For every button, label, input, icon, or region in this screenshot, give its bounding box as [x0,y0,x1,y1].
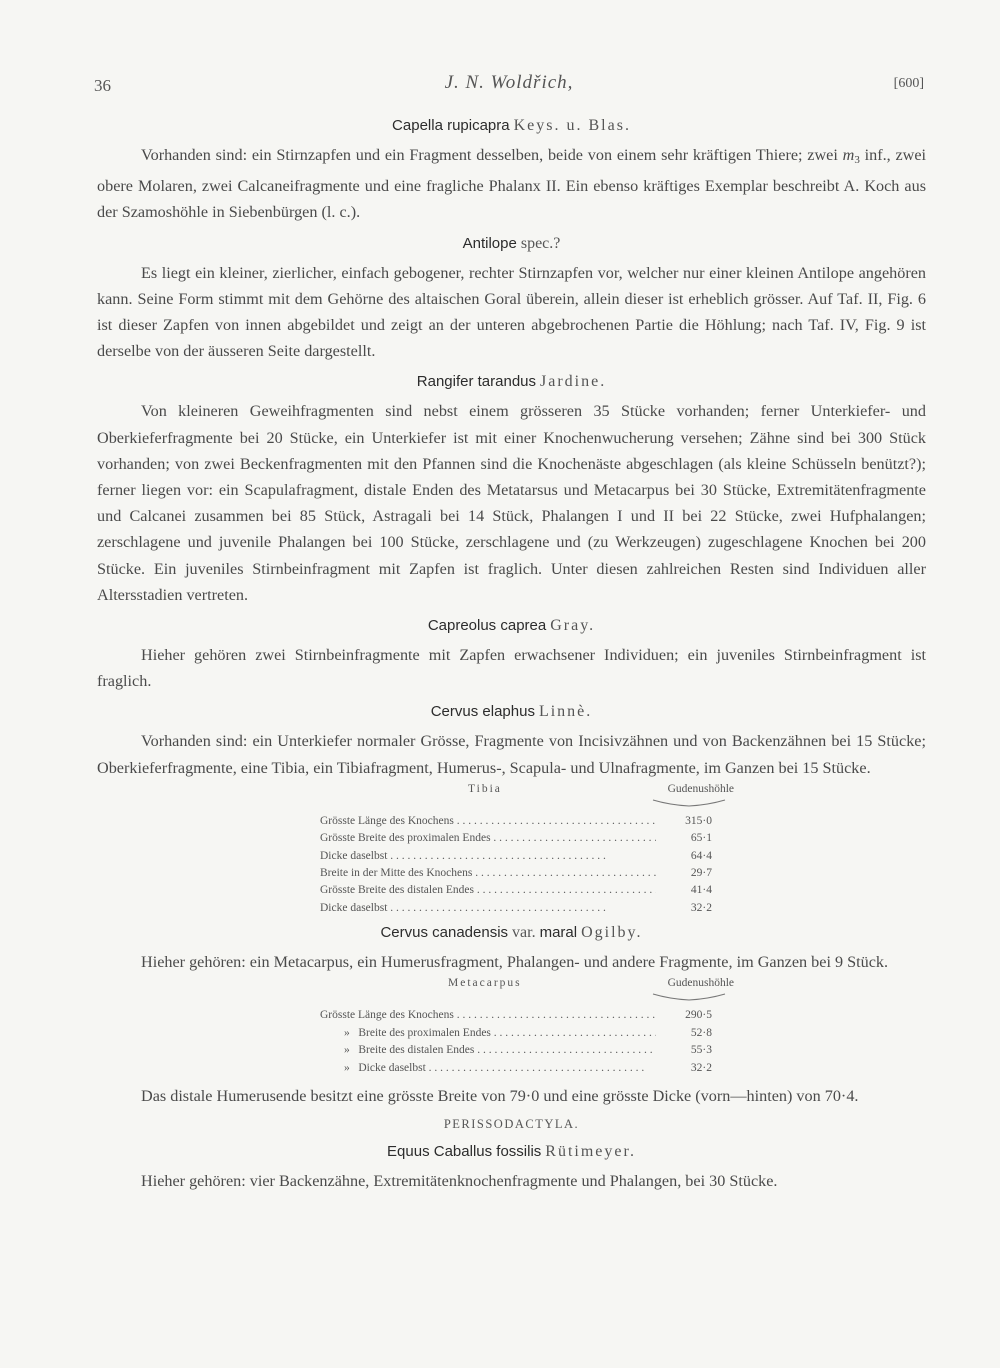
species-authority: Linnè. [538,703,593,721]
table-row [320,1025,730,1042]
row-value: 29·7 [690,867,712,880]
row-value: 65·1 [690,832,712,845]
row-label: Breite in der Mitte des Knochens . . . [320,865,656,882]
table-row [320,1060,730,1077]
paragraph [97,142,926,226]
species-heading [97,1142,926,1162]
row-label: Grösste Breite des proximalen Endes . . . [320,830,656,847]
table-row [320,813,730,830]
ditto-mark: » [344,1044,350,1057]
species-authority: Ogilby. [581,924,643,942]
table-title: Metacarpus [448,977,522,990]
table-column-heading: Gudenushöhle [667,977,734,990]
species-authority: Rütimeyer. [545,1143,636,1161]
table-title: Tibia [468,782,502,795]
text-span: Vorhanden sind: ein Stirnzapfen und ein Fragment desselben, beide von einem sehr kräftigen Thiere; zwei [141,146,843,164]
paragraph: Hieher gehören zwei Stirnbeinfragmente mit Zapfen erwachsener Individuen; ein juveniles Stirnbeinfragment ist fraglich. [97,646,926,691]
table-row [320,830,730,847]
row-label: Dicke daselbst . . . [320,900,656,917]
variety-name: maral [539,924,578,942]
species-authority: Keys. u. Blas. [513,117,631,134]
row-value: 315·0 [685,814,712,827]
page-body [97,116,926,1202]
ditto-mark: » [344,1061,350,1074]
measurement-table-metacarpus [320,977,734,1077]
row-label [320,1042,656,1059]
species-heading [97,702,926,722]
paragraph: Von kleineren Geweihfragmenten sind nebst einem grösseren 35 Stücke vorhanden; ferner Unterkiefer- und Oberkieferfragmente bei 20 Stücke, ein Unterkiefer ist mit einer Knochenwucherung versehen; Zähne sind bei 300 Stück vorhanden; von zwei Beckenfragmenten mit den Pfannen sind die Knochenäste abgeschlagen (als kleine Schüsseln benützt?); ferner liegen vor: ein Scapulafragment, distale Enden des Metatarsus und Metacarpus bei 30 Stücke, Extremitätenfragmente und Calcanei zusammen bei 85 Stück, Astragali bei 14 Stück, Phalangen I und II bei 22 Stücke, zwei Hufphalangen; zerschlagene und juvenile Phalangen bei 100 Stücke, zerschlagene und (zu Werkzeugen) zugeschlagene Knochen bei 200 Stücke. Ein juveniles Stirnbeinfragment mit Zapfen ist fraglich. Unter diesen zahlreichen Resten sind Individuen aller Altersstadien vertreten. [97,402,926,604]
table-row [320,1007,730,1024]
paragraph: Hieher gehören: ein Metacarpus, ein Humerusfragment, Phalangen- und andere Fragmente, im Ganzen bei 9 Stück. [141,953,889,972]
table-column-heading: Gudenushöhle [667,782,734,795]
row-label: Dicke daselbst . . . [320,848,656,865]
row-value: 32·2 [690,1061,712,1074]
table-header [320,977,734,1007]
species-authority: Jardine. [540,373,607,391]
species-heading [97,234,926,254]
row-label [320,1025,656,1042]
bracket-page-number: [600] [893,76,924,91]
row-value: 55·3 [690,1044,712,1057]
species-name: Cervus elaphus [430,703,535,721]
row-label-text: Breite des distalen Endes [358,1044,475,1057]
page-header [94,72,924,100]
row-label [320,1007,656,1024]
species-name: Equus Caballus fossilis [387,1143,542,1161]
row-label: Grösste Länge des Knochens . . . [320,813,656,830]
row-label-text: Breite des proximalen Endes [358,1026,491,1039]
row-label [320,1060,656,1077]
species-name: Antilope [462,234,517,252]
paragraph: Das distale Humerusende besitzt eine grösste Breite von 79·0 und eine grösste Dicke (vorn—hinten) von 70·4. [141,1086,859,1105]
variety-marker: var. [512,924,536,942]
paragraph: Es liegt ein kleiner, zierlicher, einfach gebogener, rechter Stirnzapfen vor, welcher nur einer kleinen Antilope angehören kann. Seine Form stimmt mit dem Gehörne des altaischen Goral überein, allein dieser ist erheblich grösser. Auf Taf. II, Fig. 6 ist dieser Zapfen von innen abgebildet und zeigt an der unteren abgebrochenen Partie die Höhlung; nach Taf. IV, Fig. 9 ist derselbe von der äusseren Seite dargestellt. [97,263,926,361]
species-heading [97,116,926,136]
table-header [320,782,734,813]
row-label-text: Grösste Länge des Knochens [320,1009,454,1022]
row-label: Grösste Breite des distalen Endes . . . [320,882,656,899]
table-row [320,865,730,882]
running-author: J. N. Woldřich, [444,72,574,93]
table-row [320,900,730,917]
species-name: Rangifer tarandus [416,373,537,391]
table-row [320,848,730,865]
table-row [320,1042,730,1059]
paragraph: Vorhanden sind: ein Unterkiefer normaler Grösse, Fragmente von Incisivzähnen und von Backenzähnen bei 15 Stücke; Oberkieferfragmente, eine Tibia, ein Tibiafragment, Humerus-, Scapula- und Ulnafragmente, im Ganzen bei 15 Stücke. [97,732,926,777]
row-value: 64·4 [690,849,712,862]
species-authority: Gray. [550,617,596,635]
table-row [320,882,730,899]
measurement-table-tibia [320,782,734,917]
paragraph: Hieher gehören: vier Backenzähne, Extremitätenknochenfragmente und Phalangen, bei 30 Stücke. [141,1172,778,1191]
text-span: inf., zwei obere Molaren, zwei Calcaneifragmente und eine fragliche Phalanx II. Ein ebenso kräftiges Exemplar beschreibt A. Koch aus der Szamoshöhle in Siebenbürgen (l. c.). [97,146,927,222]
page-number: 36 [94,76,111,95]
brace-icon [652,993,726,1001]
subscript: 3 [854,154,860,166]
species-heading [97,923,926,943]
row-value: 290·5 [685,1009,712,1022]
species-name: Capreolus caprea [427,617,547,635]
row-label-text: Dicke daselbst [358,1061,426,1074]
row-value: 52·8 [690,1026,712,1039]
species-name: Cervus canadensis [380,924,509,942]
section-heading: PERISSODACTYLA. [443,1117,580,1132]
row-value: 41·4 [690,884,712,897]
ditto-mark: » [344,1026,350,1039]
species-heading [97,372,926,392]
row-value: 32·2 [690,901,712,914]
species-heading [97,616,926,636]
molar-symbol: m [842,146,855,164]
species-authority: spec.? [520,234,561,252]
brace-icon [652,799,726,807]
species-name: Capella rupicapra [392,117,510,134]
